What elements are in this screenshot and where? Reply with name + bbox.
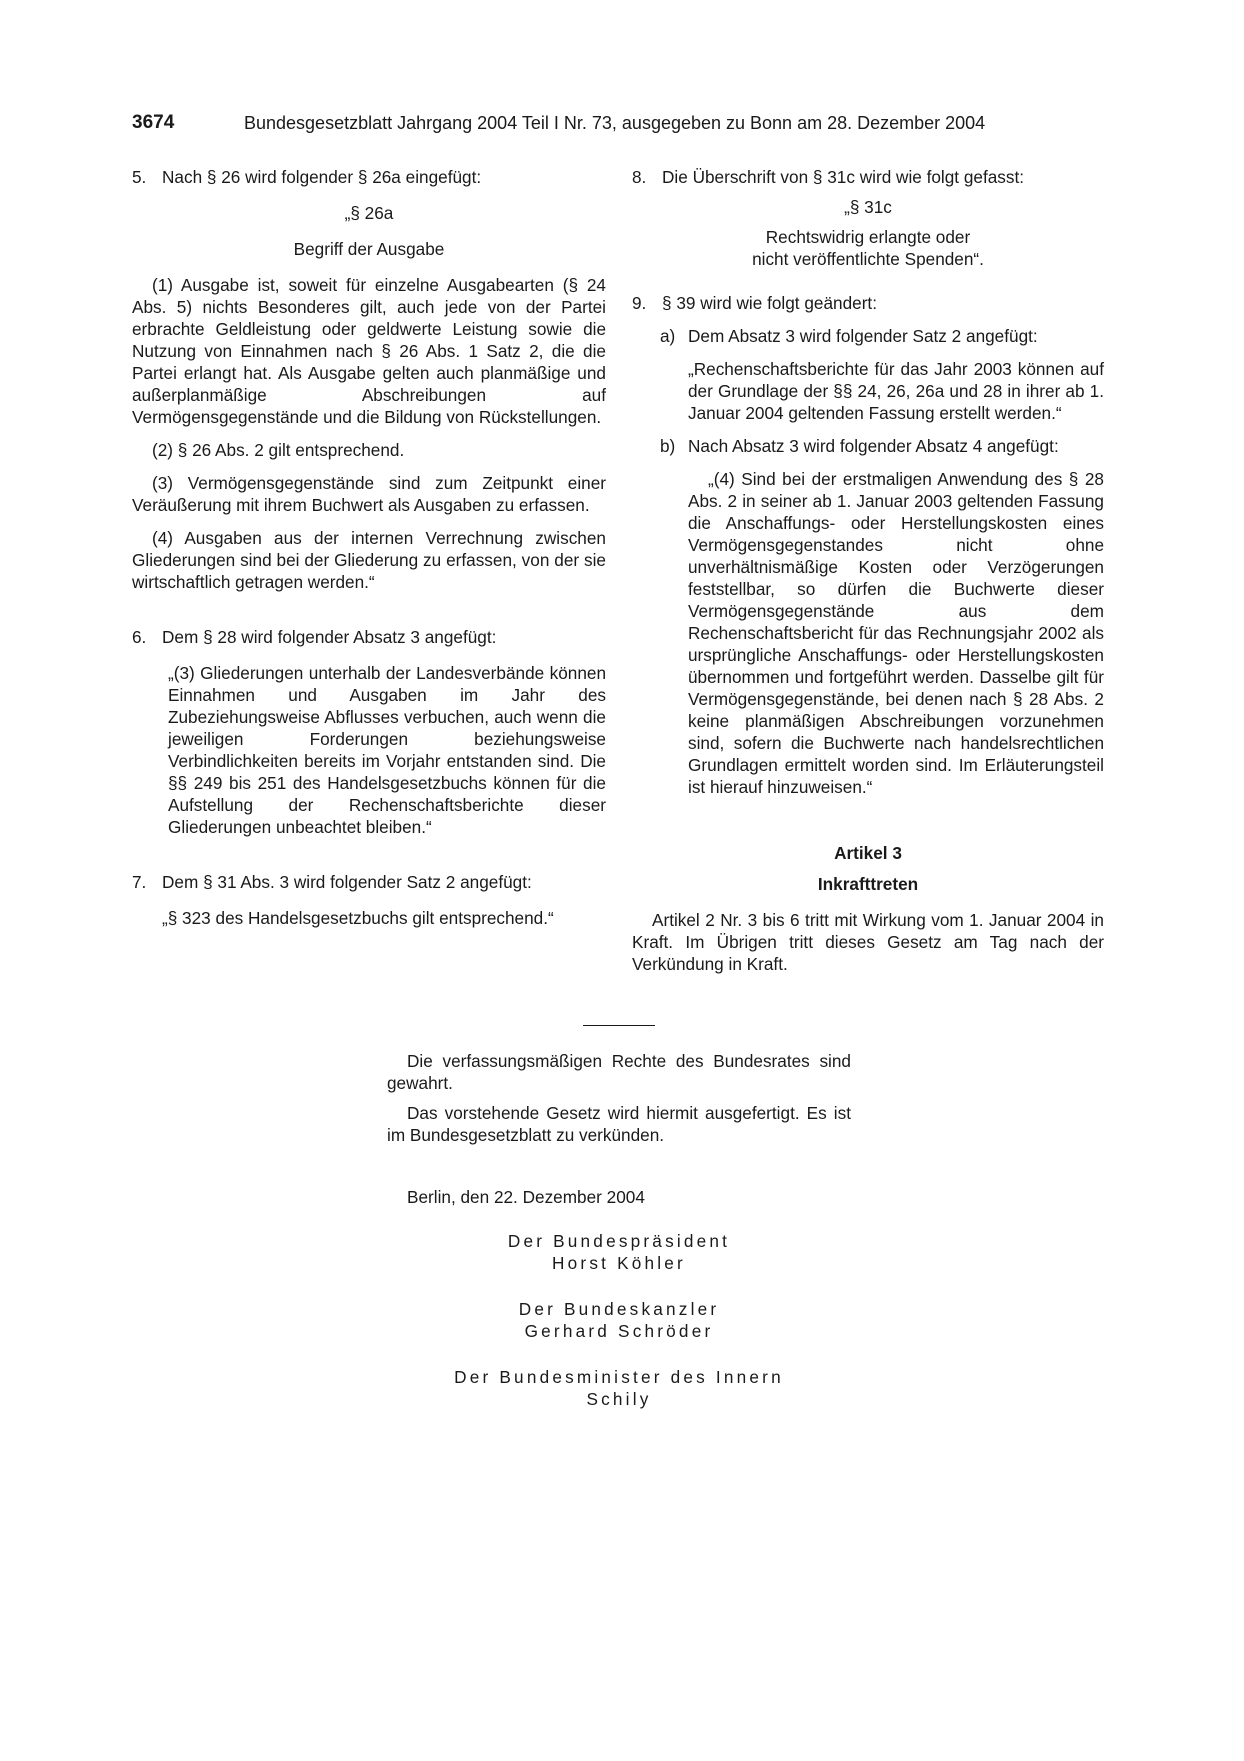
paragraph: (2) § 26 Abs. 2 gilt entsprechend. (152, 440, 405, 460)
signature-block (387, 1366, 851, 1410)
separator-rule (583, 1025, 655, 1026)
closing-paragraph: Das vorstehende Gesetz wird hiermit ausgefertigt. Es ist im Bundesgesetzblatt zu verkünden. (387, 1103, 851, 1145)
item-6 (132, 626, 606, 648)
quoted-paragraph: „Rechenschaftsberichte für das Jahr 2003 können auf der Grundlage der §§ 24, 26, 26a und 28 in ihrer ab 1. Januar 2004 geltenden Fassung erstellt werden.“ (688, 359, 1104, 423)
subitem-a (660, 325, 1104, 347)
item-7 (132, 871, 606, 893)
subitem-b (660, 435, 1104, 457)
item-5 (132, 166, 606, 188)
section-title: „§ 31c (844, 197, 892, 217)
place-date: Berlin, den 22. Dezember 2004 (407, 1187, 645, 1207)
item-text: Dem § 31 Abs. 3 wird folgender Satz 2 angefügt: (162, 872, 532, 892)
closing-block (387, 1050, 851, 1208)
section-title: „§ 26a (344, 203, 394, 223)
section-subtitle: nicht veröffentlichte Spenden“. (752, 249, 984, 269)
signatory-name: Schily (586, 1389, 652, 1409)
closing-paragraph: Die verfassungsmäßigen Rechte des Bundesrates sind gewahrt. (387, 1051, 851, 1093)
subitem-text: Nach Absatz 3 wird folgender Absatz 4 angefügt: (688, 436, 1059, 456)
subitem-label: b) (660, 436, 676, 456)
article-subtitle: Inkrafttreten (817, 874, 919, 894)
item-9 (632, 292, 1104, 314)
item-8 (632, 166, 1104, 188)
right-column (632, 166, 1104, 975)
signature-block (387, 1298, 851, 1342)
left-column (132, 166, 606, 929)
quoted-paragraph: „(3) Gliederungen unterhalb der Landesverbände können Einnahmen und Ausgaben im Jahr des Zubeziehungsweise Abflusses verbuchen, auch wenn die jeweiligen Forderungen beziehungsweise Verbindlichkeiten bereits im Vorjahr entstanden sind. Die §§ 249 bis 251 des Handelsgesetzbuchs können für die Aufstellung der Rechenschaftsberichte dieser Gliederungen unbeachtet bleiben.“ (168, 663, 606, 837)
signatory-role: Der Bundespräsident (507, 1231, 731, 1251)
section-subtitle: Begriff der Ausgabe (293, 239, 445, 259)
section-subtitle: Rechtswidrig erlangte oder (765, 227, 971, 247)
article-text: Artikel 2 Nr. 3 bis 6 tritt mit Wirkung vom 1. Januar 2004 in Kraft. Im Übrigen tritt dieses Gesetz am Tag nach der Verkündung in Kraft. (632, 910, 1104, 974)
item-number: 8. (632, 167, 647, 187)
item-text: Dem § 28 wird folgender Absatz 3 angefügt: (162, 627, 497, 647)
signature-block (387, 1230, 851, 1274)
item-number: 6. (132, 627, 147, 647)
signatory-name: Gerhard Schröder (524, 1321, 714, 1341)
paragraph: (3) Vermögensgegenstände sind zum Zeitpunkt einer Veräußerung mit ihrem Buchwert als Ausgaben zu erfassen. (132, 473, 606, 515)
item-text: § 39 wird wie folgt geändert: (662, 293, 877, 313)
paragraph: (1) Ausgabe ist, soweit für einzelne Ausgabearten (§ 24 Abs. 5) nichts Besonderes gilt, auch jede von der Partei erbrachte Geldleistung oder geldwerte Leistung sowie die Nutzung von Einnahmen nach § 26 Abs. 1 Satz 2, die die Partei erlangt hat. Als Ausgabe gelten auch planmäßige und außerplanmäßige Abschreibungen auf Vermögensgegenstände und die Bildung von Rückstellungen. (132, 275, 606, 427)
item-text: Die Überschrift von § 31c wird wie folgt gefasst: (662, 167, 1025, 187)
item-number: 7. (132, 872, 147, 892)
quoted-paragraph: „§ 323 des Handelsgesetzbuchs gilt entsprechend.“ (162, 908, 554, 928)
signatory-role: Der Bundesminister des Innern (454, 1367, 784, 1387)
quoted-paragraph: „(4) Sind bei der erstmaligen Anwendung des § 28 Abs. 2 in seiner ab 1. Januar 2003 geltenden Fassung die Anschaffungs- oder Herstellungskosten eines Vermögensgegenstandes nicht ohne unverhältnismäßige Kosten oder Verzögerungen feststellbar, so dürfen die Buchwerte dieser Vermögensgegenstände aus dem Rechenschaftsbericht für das Rechnungsjahr 2002 als ursprüngliche Anschaffungs- oder Herstellungskosten übernommen und fortgeführt werden. Dasselbe gilt für Vermögensgegenstände, bei denen nach § 28 Abs. 2 keine planmäßigen Abschreibungen vorzunehmen sind, sofern die Buchwerte nach handelsrechtlichen Grundlagen ermittelt worden sind. Im Erläuterungsteil ist hierauf hinzuweisen.“ (688, 469, 1104, 797)
signatory-name: Horst Köhler (552, 1253, 686, 1273)
paragraph: (4) Ausgaben aus der internen Verrechnung zwischen Gliederungen sind bei der Gliederung zu erfassen, von der sie wirtschaftlich getragen werden.“ (132, 528, 606, 592)
signatory-role: Der Bundeskanzler (518, 1299, 720, 1319)
subitem-text: Dem Absatz 3 wird folgender Satz 2 angefügt: (688, 326, 1038, 346)
article-title: Artikel 3 (834, 843, 902, 863)
item-number: 5. (132, 167, 147, 187)
item-text: Nach § 26 wird folgender § 26a eingefügt: (162, 167, 482, 187)
page-number: 3674 (132, 112, 175, 133)
item-number: 9. (632, 293, 647, 313)
gazette-header: Bundesgesetzblatt Jahrgang 2004 Teil I Nr. 73, ausgegeben zu Bonn am 28. Dezember 2004 (244, 113, 986, 133)
subitem-label: a) (660, 326, 676, 346)
